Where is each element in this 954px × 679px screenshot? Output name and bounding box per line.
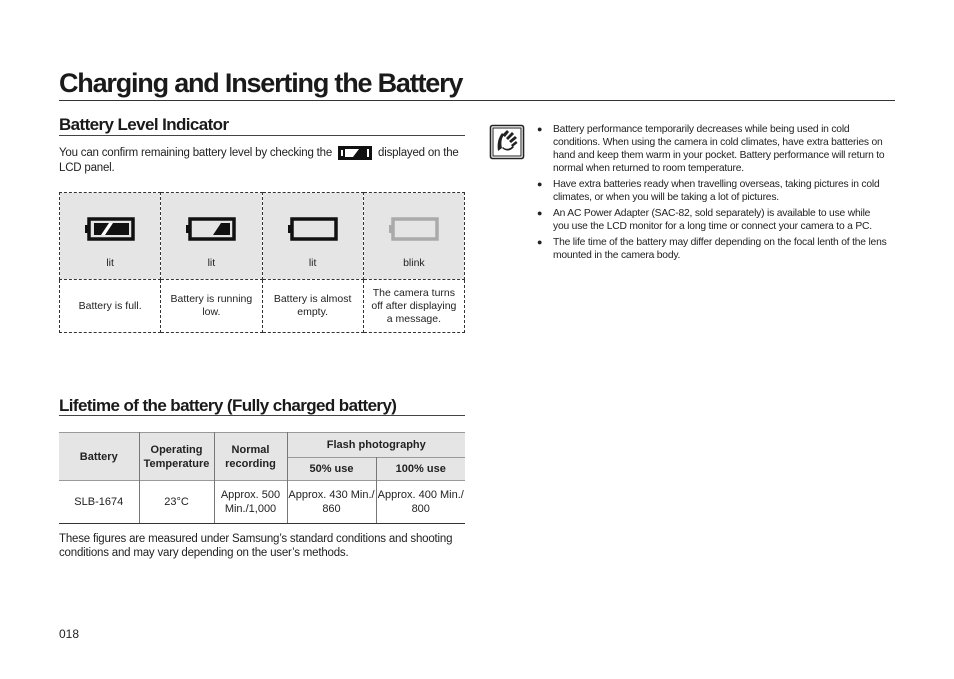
note-text: Battery performance temporarily decreases while being used in cold conditions. When using the camera in cold climates, have extra batteries on hand and keep them warm in your pocket. Battery performance will return to normal when returned to room temperature.: [553, 124, 885, 174]
battery-description: Battery is full.: [60, 280, 161, 333]
note-item: [537, 207, 887, 233]
cell-temperature: 23°C: [139, 481, 214, 524]
note-text: An AC Power Adapter (SAC-82, sold separately) is available to use while you use the LCD monitor for a long time or connect your camera to a PC.: [553, 208, 872, 232]
battery-status-label: lit: [207, 257, 216, 269]
battery-blink-icon: [389, 217, 439, 241]
cell-normal-recording: Approx. 500 Min./1,000: [214, 481, 287, 524]
bullet-icon: ●: [537, 208, 543, 218]
battery-level-divider: [59, 135, 465, 136]
header-flash-100: 100% use: [376, 458, 465, 481]
page-number: 018: [59, 627, 80, 641]
bullet-icon: ●: [537, 179, 543, 189]
header-battery: Battery: [59, 433, 139, 481]
battery-description: The camera turns off after displaying a message.: [363, 280, 464, 333]
lifetime-footnote: These figures are measured under Samsung’s standard conditions and shooting conditions and may vary depending on the user’s methods.: [59, 533, 453, 559]
battery-state-full: [60, 193, 161, 280]
notes-list: [537, 123, 887, 265]
note-text: Have extra batteries ready when travelling overseas, taking pictures in cold climates, or when you will be taking a lot of pictures.: [553, 179, 880, 203]
battery-state-low: [161, 193, 262, 280]
battery-description: Battery is running low.: [161, 280, 262, 333]
cell-battery: SLB-1674: [59, 481, 139, 524]
note-item: [537, 236, 887, 262]
cell-flash-100: Approx. 400 Min./ 800: [376, 481, 465, 524]
battery-description-row: [60, 280, 465, 333]
header-temperature: Operating Temperature: [139, 433, 214, 481]
battery-state-blink: [363, 193, 464, 280]
header-normal-recording: Normal recording: [214, 433, 287, 481]
battery-low-icon: [186, 217, 236, 241]
title-divider: [59, 100, 895, 101]
note-icon: [489, 124, 525, 160]
cell-flash-50: Approx. 430 Min./ 860: [287, 481, 376, 524]
battery-empty-icon: [288, 217, 338, 241]
lifetime-heading: Lifetime of the battery (Fully charged battery): [59, 396, 397, 415]
bullet-icon: ●: [537, 237, 543, 247]
intro-text-after: displayed on the LCD panel.: [59, 147, 459, 175]
note-text: The life time of the battery may differ depending on the focal lenth of the lens mounted in the camera body.: [553, 237, 887, 261]
header-flash-50: 50% use: [287, 458, 376, 481]
note-item: [537, 178, 887, 204]
battery-status-label: blink: [403, 257, 425, 269]
lifetime-header-row: [59, 433, 465, 458]
bullet-icon: ●: [537, 124, 543, 134]
battery-state-empty: [262, 193, 363, 280]
lifetime-table: [59, 432, 465, 524]
battery-full-icon: [85, 217, 135, 241]
battery-level-table: [59, 192, 465, 333]
battery-inline-icon: [338, 146, 372, 160]
note-item: [537, 123, 887, 175]
battery-description: Battery is almost empty.: [262, 280, 363, 333]
battery-icon-row: [60, 193, 465, 280]
battery-level-intro: [59, 146, 469, 176]
battery-status-label: lit: [308, 257, 317, 269]
battery-level-heading: Battery Level Indicator: [59, 115, 229, 134]
table-row: [59, 481, 465, 524]
intro-text-before: You can confirm remaining battery level by checking the: [59, 147, 333, 160]
lifetime-divider: [59, 415, 465, 416]
page-title: Charging and Inserting the Battery: [59, 68, 463, 98]
header-flash-photography: Flash photography: [287, 433, 465, 458]
battery-status-label: lit: [106, 257, 114, 269]
